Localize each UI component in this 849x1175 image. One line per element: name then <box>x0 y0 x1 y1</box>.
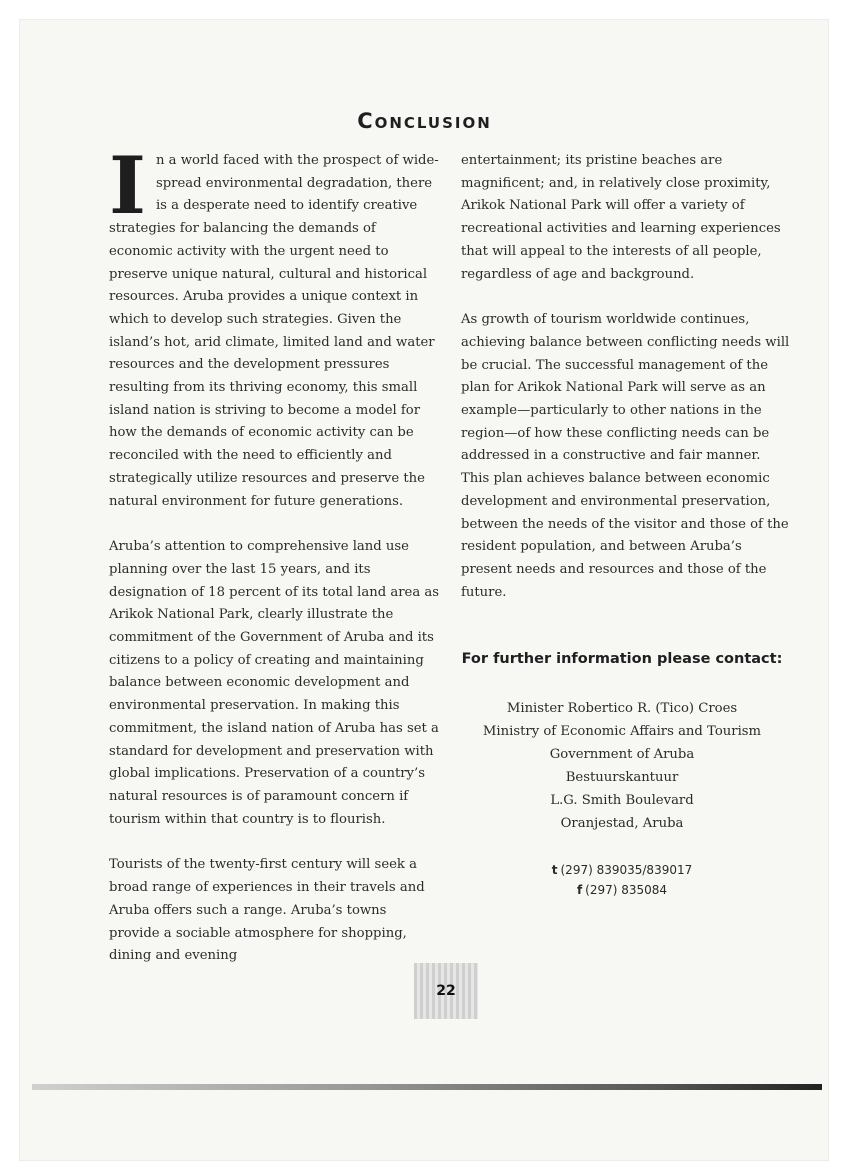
left-column <box>109 139 441 991</box>
page-number: 22 <box>414 963 478 1019</box>
contact-city: Oranjestad, Aruba <box>560 816 684 831</box>
paragraph: Tourists of the twenty-first century will seek a broad range of experiences in their travels and Aruba offers such a range. Aruba’s towns provide a sociable atmosphere for shopping, dining and evening <box>109 857 425 964</box>
contact-name: Minister Robertico R. (Tico) Croes <box>506 701 738 716</box>
telephone-number: (297) 839035/839017 <box>560 863 693 877</box>
right-column <box>461 150 791 627</box>
paragraph <box>109 139 441 513</box>
contact-office: Bestuurskantuur <box>565 770 679 785</box>
contact-ministry: Ministry of Economic Affairs and Tourism <box>482 724 762 739</box>
drop-cap: I <box>109 139 146 232</box>
paragraph: As growth of tourism worldwide continues, achieving balance between conflicting needs will be crucial. The successful management of the plan for Arikok National Park will serve as an example—particularly to other nations in the region—of how these conflicting needs can be addressed in a constructive and fair manner. This plan achieves balance between economic development and environmental preservation, between the needs of the visitor and those of the resident population, and between Aruba’s present needs and resources and those of the future. <box>461 312 790 600</box>
telephone-label: t <box>551 863 558 877</box>
fax-label: f <box>576 883 583 897</box>
contact-heading: For further information please contact: <box>461 651 783 667</box>
contact-address <box>461 697 783 835</box>
paragraph: Aruba’s attention to comprehensive land use planning over the last 15 years, and its designation of 18 percent of its total land area as Arikok National Park, clearly illustrate the commitment of the Government of Aruba and its citizens to a policy of creating and maintaining balance between economic development and environmental preservation. In making this commitment, the island nation of Aruba has set a standard for development and preservation with global implications. Preservation of a country’s natural resources is of paramount concern if tourism within that country is to flourish. <box>109 539 440 827</box>
paragraph: entertainment; its pristine beaches are magnificent; and, in relatively close proximity, Arikok National Park will offer a variety of recreational activities and learning experiences that will appeal to the interests of all people, regardless of age and background. <box>461 153 781 282</box>
fax-number: (297) 835084 <box>585 883 668 897</box>
bottom-divider <box>32 1084 822 1090</box>
contact-street: L.G. Smith Boulevard <box>550 793 694 808</box>
paragraph-text: n a world faced with the prospect of wide-spread environmental degradation, there is a desperate need to identify creative strategies for balancing the demands of economic activity with the urgent need to preserve unique natural, cultural and historical resources. Aruba provides a unique context in which to develop such strategies. Given the island’s hot, arid climate, limited land and water resources and the development pressures resulting from its thriving economy, this small island nation is striving to become a model for how the demands of economic activity can be reconciled with the need to efficiently and strategically utilize resources and preserve the natural environment for future generations. <box>109 153 439 509</box>
telephone-line <box>461 860 783 880</box>
page-title: Conclusion <box>357 109 492 133</box>
contact-phone-block <box>461 860 783 900</box>
contact-government: Government of Aruba <box>549 747 695 762</box>
fax-line <box>461 880 783 900</box>
